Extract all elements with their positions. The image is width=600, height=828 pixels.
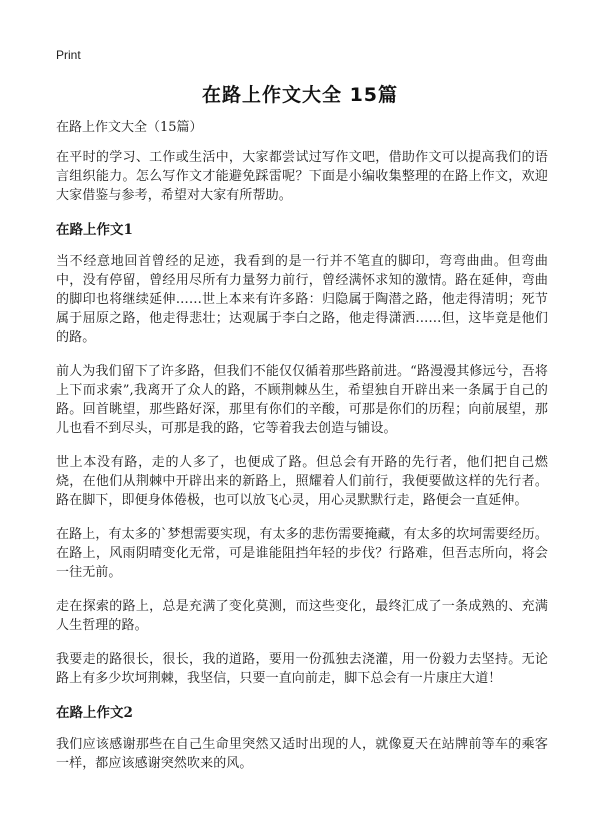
section-heading: 在路上作文2 [56, 705, 133, 721]
section-paragraph: 走在探索的路上，总是充满了变化莫测，而这些变化，最终汇成了一条成熟的、充满人生哲理的路。 [56, 599, 548, 633]
print-label: Print [56, 48, 81, 62]
section-paragraph: 我们应该感谢那些在自己生命里突然又适时出现的人，就像夏天在站牌前等车的乘客一样，都应该感谢突然吹来的风。 [56, 737, 548, 771]
page-title: 在路上作文大全 15篇 [201, 84, 399, 106]
document-subtitle: 在路上作文大全（15篇） [56, 120, 203, 135]
document-body [56, 118, 548, 788]
section-paragraph: 我要走的路很长，很长，我的道路，要用一份孤独去浇灌，用一份毅力去坚持。无论路上有多少坎坷荆棘，我坚信，只要一直向前走，脚下总会有一片康庄大道！ [56, 652, 548, 686]
intro-paragraph: 在平时的学习、工作或生活中，大家都尝试过写作文吧，借助作文可以提高我们的语言组织能力。怎么写作文才能避免踩雷呢？下面是小编收集整理的在路上作文，欢迎大家借鉴与参考，希望对大家有所帮助。 [56, 150, 548, 203]
section-heading: 在路上作文1 [56, 222, 133, 238]
section-paragraph: 前人为我们留下了许多路，但我们不能仅仅循着那些路前进。“路漫漫其修远兮，吾将上下而求索”,我离开了众人的路，不顾荆棘丛生，希望独自开辟出来一条属于自己的路。回首眺望，那些路好深，那里有你们的辛酸，可那是你们的历程；向前展望，那儿也看不到尽头，可那是我的路，它等着我去创造与铺设。 [56, 364, 548, 436]
section-paragraph: 在路上，有太多的`梦想需要实现，有太多的悲伤需要掩藏，有太多的坎坷需要经历。在路上，风雨阴晴变化无常，可是谁能阻挡年轻的步伐？行路难，但吾志所向，将会一往无前。 [56, 527, 548, 580]
section-paragraph: 当不经意地回首曾经的足迹，我看到的是一行并不笔直的脚印，弯弯曲曲。但弯曲中，没有停留，曾经用尽所有力量努力前行，曾经满怀求知的激情。路在延伸，弯曲的脚印也将继续延伸……世上本来有许多路：归隐属于陶潜之路，他走得清明；死节属于屈原之路，他走得悲壮；达观属于李白之路，他走得潇洒……但，这毕竟是他们的路。 [56, 254, 548, 345]
section-paragraph: 世上本没有路，走的人多了，也便成了路。但总会有开路的先行者，他们把自己燃烧，在他们从荆棘中开辟出来的新路上，照耀着人们前行，我便要做这样的先行者。路在脚下，即便身体倦极，也可以放飞心灵，用心灵默默行走，路便会一直延伸。 [56, 455, 548, 508]
